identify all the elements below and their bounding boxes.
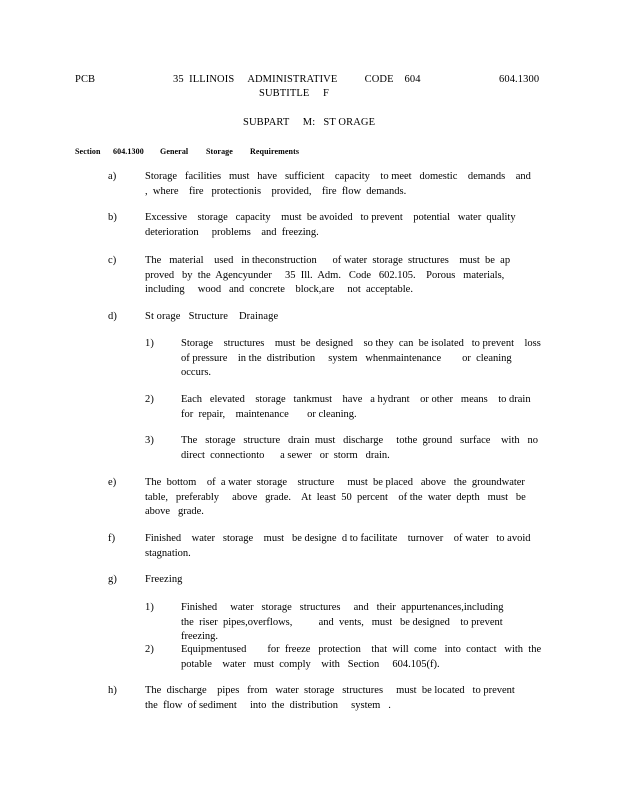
item-h-text: The discharge pipes from water storage structures must be located to prevent the flow of sediment into the distribution system . — [145, 685, 528, 711]
section-title-word-general: General — [160, 147, 189, 156]
subpart-heading: SUBPART M: ST ORAGE — [243, 117, 376, 128]
item-d2-text: Each elevated storage tankmust have a hydrant or other means to drain for repair, maintenance or cleaning. — [181, 394, 539, 420]
item-g-label: g) — [108, 574, 117, 585]
item-d-label: d) — [108, 311, 117, 322]
item-d3-text: The storage structure drain must discharge tothe ground surface with no direct connectionto a sewer or storm drain. — [181, 435, 544, 461]
item-d3-label: 3) — [145, 435, 154, 446]
header-section-number: 604.1300 — [499, 74, 540, 85]
header-title-line2: SUBTITLE F — [259, 88, 329, 99]
item-d-heading: St orage Structure Drainage — [145, 311, 279, 322]
item-d2-label: 2) — [145, 394, 154, 405]
item-g1-text: Finished water storage structures and their appurtenances,including the riser pipes,overflows, and vents, must be designed to prevent freezing. — [181, 602, 533, 642]
section-number: 604.1300 — [113, 147, 144, 156]
section-title-word-storage: Storage — [206, 147, 233, 156]
item-a-text: Storage facilities must have sufficient capacity to meet domestic demands and , where fire protectionis provided, fire flow demands. — [145, 171, 534, 197]
item-b-label: b) — [108, 212, 117, 223]
item-g2-label: 2) — [145, 644, 154, 655]
item-d1-label: 1) — [145, 338, 154, 349]
item-h-label: h) — [108, 685, 117, 696]
item-f-text: Finished water storage must be designe d to facilitate turnover of water to avoid stagnation. — [145, 533, 536, 559]
item-f-label: f) — [108, 533, 116, 544]
section-label: Section — [75, 147, 101, 156]
section-title-word-requirements: Requirements — [250, 147, 300, 156]
item-d1-text: Storage structures must be designed so they can be isolated to prevent loss of pressure in the distribution system whenmaintenance or cleaning occurs. — [181, 338, 547, 378]
item-b-text: Excessive storage capacity must be avoided to prevent potential water quality deterioration problems and freezing. — [145, 212, 524, 238]
item-g-heading: Freezing — [145, 574, 183, 585]
item-a-label: a) — [108, 171, 117, 182]
header-left-pcb: PCB — [75, 74, 96, 85]
item-e-label: e) — [108, 477, 117, 488]
item-c-text: The material used in theconstruction of water storage structures must be ap proved by the Agencyunder 35 Ill. Adm. Code 602.105. Porous materials, including wood and concrete block,are not acceptable. — [145, 255, 513, 295]
item-g1-label: 1) — [145, 602, 154, 613]
item-e-text: The bottom of a water storage structure must be placed above the groundwater table, preferably above grade. At least 50 percent of the water depth must be above grade. — [145, 477, 533, 517]
item-g2-text: Equipmentused for freeze protection that will come into contact with the potable water must comply with Section 604.105(f). — [181, 644, 547, 670]
item-c-label: c) — [108, 255, 117, 266]
header-title-line1: 35 ILLINOIS ADMINISTRATIVE CODE 604 — [173, 74, 421, 85]
